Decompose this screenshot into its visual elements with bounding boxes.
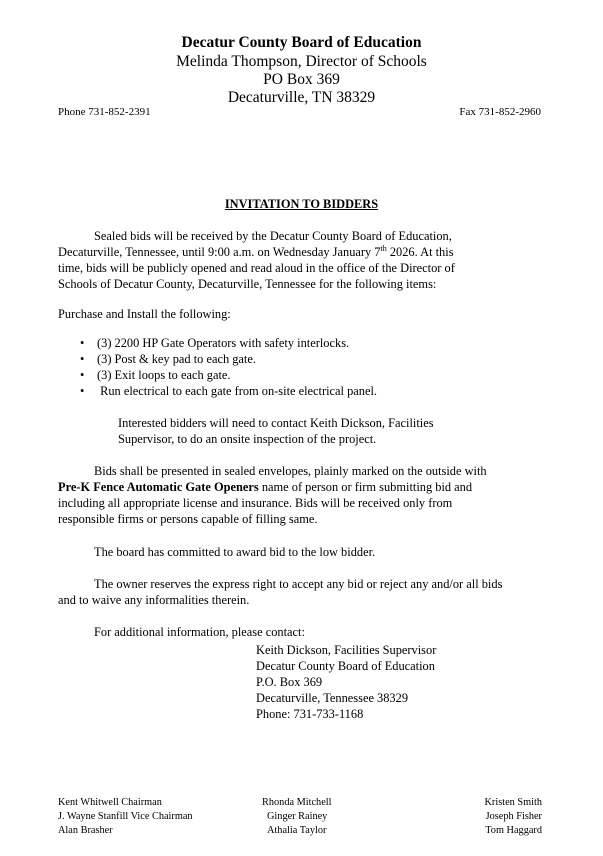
rights-line-1: The owner reserves the express right to accept any bid or reject any and/or all bids — [94, 577, 503, 591]
contact-phone: Phone: 731-733-1168 — [256, 707, 364, 721]
board-member: Ginger Rainey — [267, 811, 328, 822]
purchase-heading: Purchase and Install the following: — [58, 307, 231, 321]
items-list — [58, 335, 377, 399]
bids-line-1: Bids shall be presented in sealed envelopes, plainly marked on the outside with — [94, 464, 487, 478]
letterhead-po-box: PO Box 369 — [263, 71, 340, 88]
inspection-note — [118, 415, 538, 447]
inspection-line-1: Interested bidders will need to contact Keith Dickson, Facilities — [118, 416, 434, 430]
board-member: Tom Haggard — [485, 825, 542, 836]
rights-paragraph — [58, 576, 548, 608]
document-title: INVITATION TO BIDDERS — [224, 197, 379, 211]
list-item — [58, 367, 377, 383]
letterhead-fax: Fax 731-852-2960 — [459, 106, 541, 118]
board-member: Alan Brasher — [58, 825, 113, 836]
bids-line-3: including all appropriate license and insurance. Bids will be received only from — [58, 496, 453, 510]
bids-line-2-text: name of person or firm submitting bid and — [258, 480, 473, 494]
bids-line-4: responsible firms or persons capable of filling same. — [58, 512, 318, 526]
list-item-text: (3) Post & key pad to each gate. — [97, 352, 256, 366]
contact-city: Decaturville, Tennessee 38329 — [256, 691, 409, 705]
list-item-text: Run electrical to each gate from on-site electrical panel. — [97, 384, 378, 398]
intro-line-2-year: 2026. At this — [386, 245, 454, 259]
intro-line-4: Schools of Decatur County, Decaturville, Tennessee for the following items: — [58, 277, 437, 291]
letterhead-director: Melinda Thompson, Director of Schools — [176, 53, 427, 70]
bids-paragraph — [58, 463, 548, 527]
letterhead-city: Decaturville, TN 38329 — [227, 89, 376, 106]
contact-intro: For additional information, please contact: — [94, 625, 305, 639]
list-item-text: (3) 2200 HP Gate Operators with safety interlocks. — [97, 336, 350, 350]
board-member: Kent Whitwell Chairman — [58, 797, 162, 808]
contact-po-box: P.O. Box 369 — [256, 675, 323, 689]
intro-line-3: time, bids will be publicly opened and read aloud in the office of the Director of — [58, 261, 455, 275]
list-item — [58, 383, 377, 399]
contact-name: Keith Dickson, Facilities Supervisor — [256, 643, 437, 657]
board-members-center — [262, 796, 332, 838]
list-item — [58, 351, 377, 367]
letterhead-organization: Decatur County Board of Education — [181, 34, 422, 51]
letterhead-phone: Phone 731-852-2391 — [58, 106, 151, 118]
bullet-icon: • — [80, 336, 85, 350]
intro-paragraph — [58, 228, 548, 292]
board-member: Athalia Taylor — [267, 825, 327, 836]
intro-line-2 — [58, 244, 548, 260]
contact-org: Decatur County Board of Education — [256, 659, 435, 673]
date-suffix: th — [380, 243, 387, 253]
bullet-icon: • — [80, 368, 85, 382]
board-members-left — [58, 796, 193, 838]
list-item — [58, 335, 377, 351]
contact-block — [256, 642, 436, 722]
board-member: Rhonda Mitchell — [262, 797, 332, 808]
envelope-marking: Pre-K Fence Automatic Gate Openers — [58, 480, 259, 494]
intro-line-1: Sealed bids will be received by the Decatur County Board of Education, — [94, 229, 452, 243]
board-member: J. Wayne Stanfill Vice Chairman — [58, 811, 193, 822]
bullet-icon: • — [80, 352, 85, 366]
award-paragraph: The board has committed to award bid to the low bidder. — [94, 545, 376, 559]
bids-line-2 — [58, 479, 548, 495]
list-item-text: (3) Exit loops to each gate. — [97, 368, 231, 382]
intro-line-2-text: Decaturville, Tennessee, until 9:00 a.m. on Wednesday January 7 — [58, 245, 381, 259]
bullet-icon: • — [80, 384, 85, 398]
rights-line-2: and to waive any informalities therein. — [58, 593, 250, 607]
board-members-right — [485, 796, 543, 838]
board-member: Joseph Fisher — [485, 811, 542, 822]
board-member: Kristen Smith — [484, 797, 542, 808]
inspection-line-2: Supervisor, to do an onsite inspection of the project. — [118, 432, 377, 446]
